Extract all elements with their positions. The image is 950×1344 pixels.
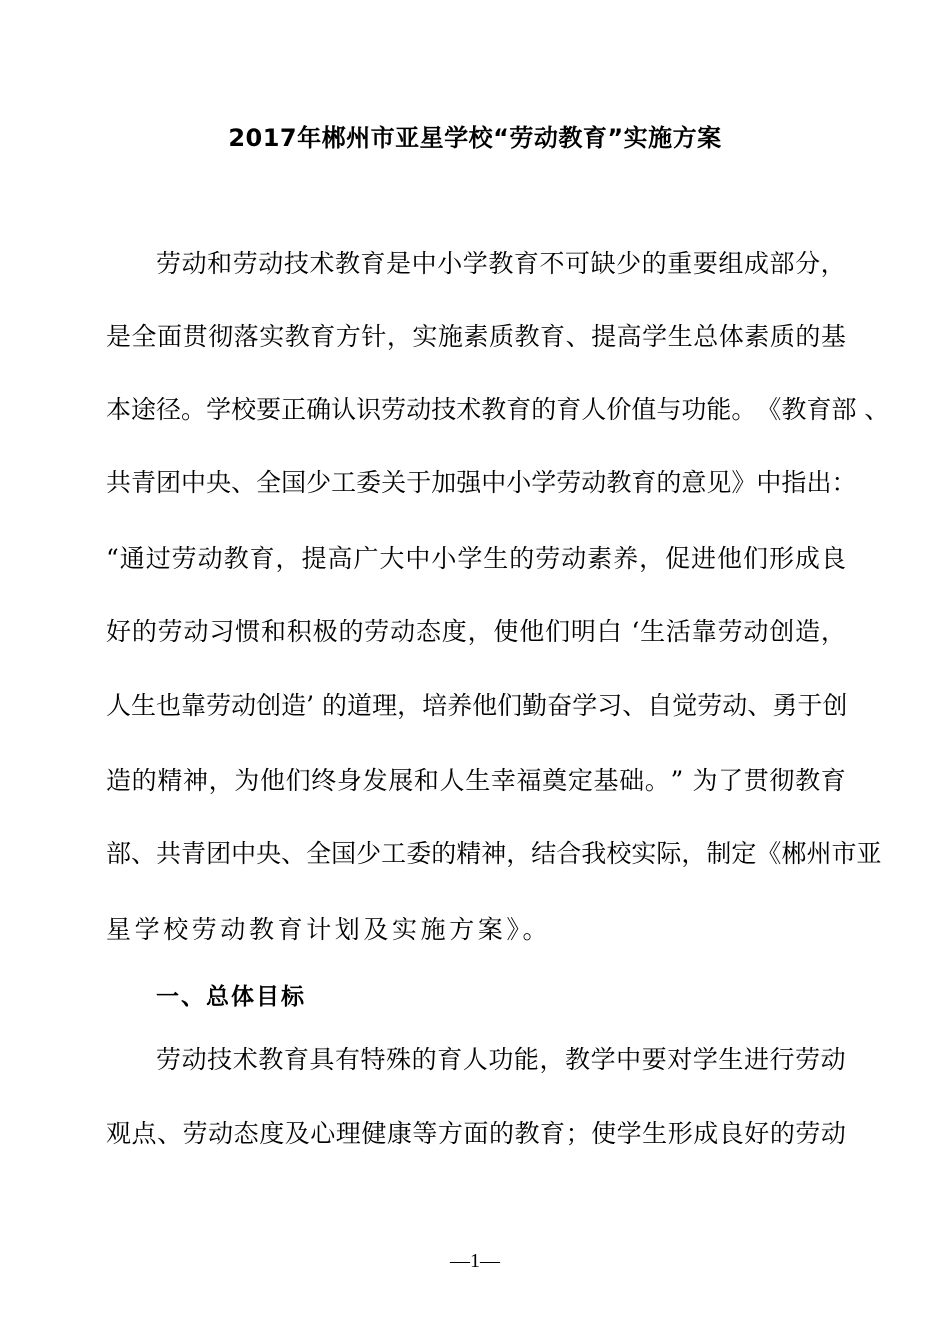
paragraph-line: 部 、 共 青 团 中 央 、 全 国 少 工 委 的 精 神 ， 结 合 我 校 实 际 ， 制 定 《 郴 州 市 亚 [106,839,882,868]
document-title: 2017年郴州市亚星学校“劳动教育”实施方案 [228,124,722,152]
paragraph-line: 共 青 团 中 央 、 全 国 少 工 委 关 于 加 强 中 小 学 劳 动 教 育 的 意 见 》 中 指 出 ： [106,468,857,497]
page-number: —1— [450,1250,500,1272]
paragraph-line: 劳 动 和 劳 动 技 术 教 育 是 中 小 学 教 育 不 可 缺 少 的 重 要 组 成 部 分 ， [156,249,846,278]
paragraph-line: 本 途 径 。 学 校 要 正 确 认 识 劳 动 技 术 教 育 的 育 人 价 值 与 功 能 。 《 教 育 部 、 [106,395,890,424]
paragraph-line: 造 的 精 神 ， 为 他 们 终 身 发 展 和 人 生 幸 福 奠 定 基 础 。 ” 为 了 贯 彻 教 育 [106,766,846,795]
section-heading: 一、总体目标 [156,984,306,1010]
paragraph-line: 是 全 面 贯 彻 落 实 教 育 方 针 ， 实 施 素 质 教 育 、 提 高 学 生 总 体 素 质 的 基 [106,322,846,351]
paragraph-line: 星学校劳动教育计划及实施方案》。 [106,915,552,944]
paragraph-line: 好 的 劳 动 习 惯 和 积 极 的 劳 动 态 度 ， 使 他 们 明 白 ‘ 生 活 靠 劳 动 创 造 ， [106,617,846,646]
paragraph-line: 劳 动 技 术 教 育 具 有 特 殊 的 育 人 功 能 ， 教 学 中 要 对 学 生 进 行 劳 动 [156,1045,846,1074]
paragraph-line: “ 通 过 劳 动 教 育 ， 提 高 广 大 中 小 学 生 的 劳 动 素 养 ， 促 进 他 们 形 成 良 [106,544,846,573]
paragraph-line: 观 点 、 劳 动 态 度 及 心 理 健 康 等 方 面 的 教 育 ； 使 学 生 形 成 良 好 的 劳 动 [106,1119,846,1148]
paragraph-line: 人 生 也 靠 劳 动 创 造 ’ 的 道 理 ， 培 养 他 们 勤 奋 学 习 、 自 觉 劳 动 、 勇 于 创 [106,691,848,720]
